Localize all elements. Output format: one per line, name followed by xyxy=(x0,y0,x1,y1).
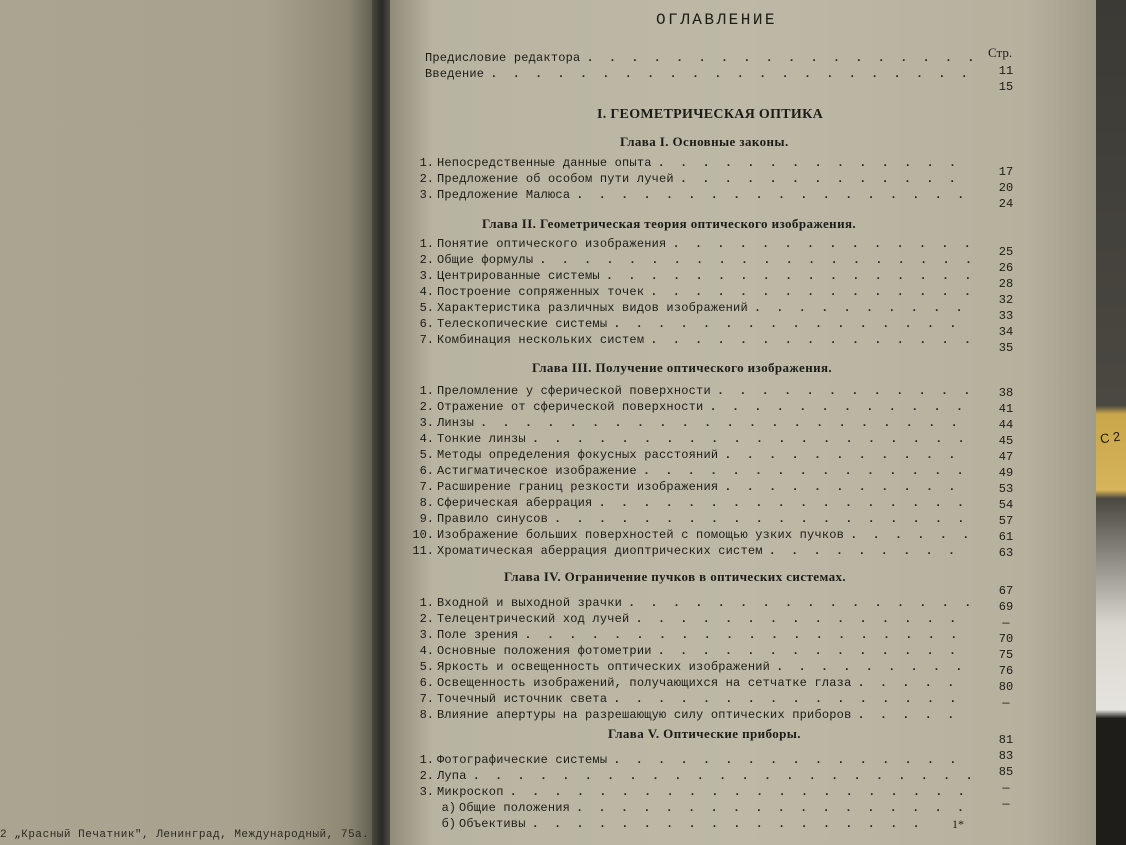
chapter-title: Глава V. Оптические приборы. xyxy=(608,726,801,741)
page-number: 15 xyxy=(998,80,1014,94)
page-number: 57 xyxy=(998,514,1014,528)
page-number: 26 xyxy=(998,261,1014,275)
entry-title: Хроматическая аберрация диоптрических систем xyxy=(437,544,763,558)
leader-dots xyxy=(650,333,972,347)
toc-entry[interactable]: б) Объективы . . . xyxy=(412,817,932,833)
page-number: 53 xyxy=(998,482,1014,496)
entry-title: Яркость и освещенность оптических изображений xyxy=(437,660,771,674)
leader-dots xyxy=(658,156,972,170)
page-number: 76 xyxy=(998,664,1014,678)
page-number: 47 xyxy=(998,450,1014,464)
toc-entry[interactable]: 1. Фотографические системы . . . xyxy=(412,753,972,769)
entry-title: Сферическая аберрация xyxy=(437,496,593,510)
leader-dots xyxy=(490,67,972,81)
toc-entry[interactable]: 10. Изображение больших поверхностей с помощью узких пучков . . . xyxy=(412,528,972,544)
leader-dots xyxy=(769,544,972,558)
entry-title: Общие формулы xyxy=(437,253,534,267)
entry-title: Фотографические системы xyxy=(437,753,608,767)
page-number: 61 xyxy=(998,530,1014,544)
toc-entry[interactable]: а) Общие положения . . . xyxy=(412,801,972,817)
chapter-title: Глава III. Получение оптического изображения. xyxy=(532,360,833,375)
toc-entry[interactable]: 3. Центрированные системы . . . xyxy=(412,269,972,285)
page-number: 41 xyxy=(998,402,1014,416)
page-number: 25 xyxy=(998,245,1014,259)
page-number: — xyxy=(1002,616,1010,630)
toc-heading: ОГЛАВЛЕНИЕ xyxy=(656,11,778,29)
entry-title: Телескопические системы xyxy=(437,317,608,331)
page-number: — xyxy=(1002,781,1010,795)
entry-title: Поле зрения xyxy=(437,628,519,642)
leader-dots xyxy=(709,400,972,414)
toc-entry[interactable]: 11. Хроматическая аберрация диоптрических систем . . . xyxy=(412,544,972,560)
leader-dots xyxy=(724,448,972,462)
leader-dots xyxy=(635,612,972,626)
leader-dots xyxy=(850,528,972,542)
entry-title: Освещенность изображений, получающихся на сетчатке глаза xyxy=(437,676,852,690)
leader-dots xyxy=(524,628,972,642)
toc-entry-introduction[interactable] xyxy=(400,67,972,83)
toc-entry[interactable]: 5. Характеристика различных видов изображений . . . xyxy=(412,301,972,317)
page-number: 85 xyxy=(998,765,1014,779)
entry-title: Отражение от сферической поверхности xyxy=(437,400,704,414)
leader-dots xyxy=(613,753,972,767)
toc-entry[interactable]: 2. Общие формулы . . . xyxy=(412,253,972,269)
leader-dots xyxy=(598,496,972,510)
entry-title: Непосредственные данные опыта xyxy=(437,156,652,170)
leader-dots xyxy=(613,317,972,331)
toc-entry[interactable]: 2. Отражение от сферической поверхности . . . xyxy=(412,400,972,416)
page-number: 67 xyxy=(998,584,1014,598)
entry-title: Изображение больших поверхностей с помощью узких пучков xyxy=(437,528,845,542)
leader-dots xyxy=(658,644,972,658)
page-number: 24 xyxy=(998,197,1014,211)
page-number: 38 xyxy=(998,386,1014,400)
page-number: 83 xyxy=(998,749,1014,763)
leader-dots xyxy=(473,769,972,783)
page-number: 63 xyxy=(998,546,1014,560)
page-number: 80 xyxy=(998,680,1014,694)
page-number: 20 xyxy=(998,181,1014,195)
toc-entry[interactable]: 4. Построение сопряженных точек . . . xyxy=(412,285,972,301)
toc-entry[interactable]: 1. Непосредственные данные опыта . . . xyxy=(412,156,972,172)
leader-dots xyxy=(613,692,972,706)
leader-dots xyxy=(724,480,972,494)
entry-title: Линзы xyxy=(437,416,475,430)
toc-entry[interactable]: 1. Преломление у сферической поверхности . . . xyxy=(412,384,972,400)
toc-entry[interactable]: 3. Предложение Малюса . . . xyxy=(412,188,972,204)
leader-dots xyxy=(576,801,972,815)
entry-title: Лупа xyxy=(437,769,467,783)
entry-title: Характеристика различных видов изображений xyxy=(437,301,748,315)
page-number: 70 xyxy=(998,632,1014,646)
page-number: 34 xyxy=(998,325,1014,339)
page-number: 81 xyxy=(998,733,1014,747)
leader-dots xyxy=(586,51,972,65)
toc-entry[interactable]: 4. Основные положения фотометрии . . . xyxy=(412,644,972,660)
leader-dots xyxy=(650,285,972,299)
chapter-title: Глава II. Геометрическая теория оптического изображения. xyxy=(482,216,857,231)
leader-dots xyxy=(857,708,972,722)
entry-title: Астигматическое изображение xyxy=(437,464,637,478)
toc-entry[interactable]: 6. Телескопические системы . . . xyxy=(412,317,972,333)
leader-dots xyxy=(754,301,972,315)
entry-title: Объективы xyxy=(459,817,526,831)
leader-dots xyxy=(554,512,972,526)
entry-title: Микроскоп xyxy=(437,785,504,799)
toc-entry[interactable]: 3. Поле зрения . . . xyxy=(412,628,972,644)
leader-dots xyxy=(532,817,932,831)
signature-mark: 1* xyxy=(952,817,964,831)
leader-dots xyxy=(510,785,972,799)
page-number: 11 xyxy=(998,64,1014,78)
entry-title: Основные положения фотометрии xyxy=(437,644,652,658)
leader-dots xyxy=(672,237,972,251)
toc-entry[interactable]: 2. Лупа . . . xyxy=(412,769,972,785)
entry-title: Общие положения xyxy=(459,801,571,815)
toc-entry[interactable]: 7. Точечный источник света . . . xyxy=(412,692,972,708)
page-number: 35 xyxy=(998,341,1014,355)
page-number: 54 xyxy=(998,498,1014,512)
page-number: 33 xyxy=(998,309,1014,323)
entry-title: Тонкие линзы xyxy=(437,432,526,446)
page-number: 17 xyxy=(998,165,1014,179)
toc-entry[interactable]: 5. Яркость и освещенность оптических изображений . . . xyxy=(412,660,972,676)
entry-title: Расширение границ резкости изображения xyxy=(437,480,719,494)
leader-dots xyxy=(680,172,972,186)
ruler-label: С 2 xyxy=(1099,428,1122,447)
entry-title: Телецентрический ход лучей xyxy=(437,612,630,626)
toc-entry[interactable]: 2. Предложение об особом пути лучей . . . xyxy=(412,172,972,188)
imprint-footer: 2 „Красный Печатник", Ленинград, Международный, 75а. xyxy=(0,829,370,841)
leader-dots xyxy=(480,416,972,430)
toc-entry[interactable]: 8. Сферическая аберрация . . . xyxy=(412,496,972,512)
toc-entry-foreword[interactable] xyxy=(400,51,972,67)
entry-title: Входной и выходной зрачки xyxy=(437,596,623,610)
leader-dots xyxy=(643,464,972,478)
entry-title: Правило синусов xyxy=(437,512,549,526)
leader-dots xyxy=(857,676,972,690)
toc-entry[interactable]: 1. Понятие оптического изображения . . . xyxy=(412,237,972,253)
page-number: — xyxy=(1002,696,1010,710)
chapter-title: Глава IV. Ограничение пучков в оптических системах. xyxy=(504,569,847,584)
toc-entry[interactable]: 3. Микроскоп . . . xyxy=(412,785,972,801)
page-number: 75 xyxy=(998,648,1014,662)
leader-dots xyxy=(576,188,972,202)
entry-title: Методы определения фокусных расстояний xyxy=(437,448,719,462)
leader-dots xyxy=(532,432,972,446)
entry-title: Введение xyxy=(425,67,485,81)
page-number: 44 xyxy=(998,418,1014,432)
page-number: 28 xyxy=(998,277,1014,291)
toc-entry[interactable]: 2. Телецентрический ход лучей . . . xyxy=(412,612,972,628)
page-number: 69 xyxy=(998,600,1014,614)
leader-dots xyxy=(606,269,972,283)
page-number: — xyxy=(1002,797,1010,811)
entry-title: Предисловие редактора xyxy=(425,51,581,65)
part-title: I. ГЕОМЕТРИЧЕСКАЯ ОПТИКА xyxy=(597,107,823,122)
toc-entry[interactable]: 1. Входной и выходной зрачки . . . xyxy=(412,596,972,612)
leader-dots xyxy=(776,660,972,674)
leader-dots xyxy=(539,253,972,267)
toc-entry[interactable]: 3. Линзы . . . xyxy=(412,416,972,432)
entry-title: Понятие оптического изображения xyxy=(437,237,667,251)
entry-title: Влияние апертуры на разрешающую силу оптических приборов xyxy=(437,708,852,722)
toc-entry[interactable]: 6. Астигматическое изображение . . . xyxy=(412,464,972,480)
toc-entry[interactable]: 7. Расширение границ резкости изображения . . . xyxy=(412,480,972,496)
toc-entry[interactable]: 4. Тонкие линзы . . . xyxy=(412,432,972,448)
chapter-title: Глава I. Основные законы. xyxy=(620,134,789,149)
entry-title: Предложение об особом пути лучей xyxy=(437,172,674,186)
entry-title: Центрированные системы xyxy=(437,269,600,283)
leader-dots xyxy=(628,596,972,610)
page-number: 45 xyxy=(998,434,1014,448)
toc-entry[interactable]: 9. Правило синусов . . . xyxy=(412,512,972,528)
entry-title: Преломление у сферической поверхности xyxy=(437,384,711,398)
entry-title: Комбинация нескольких систем xyxy=(437,333,645,347)
leader-dots xyxy=(717,384,972,398)
page-number: 32 xyxy=(998,293,1014,307)
entry-title: Точечный источник света xyxy=(437,692,608,706)
entry-title: Построение сопряженных точек xyxy=(437,285,645,299)
page-number: 49 xyxy=(998,466,1014,480)
toc-entry[interactable]: 6. Освещенность изображений, получающихся на сетчатке глаза . . . xyxy=(412,676,972,692)
toc-entry[interactable]: 8. Влияние апертуры на разрешающую силу оптических приборов . . . xyxy=(412,708,972,724)
entry-title: Предложение Малюса xyxy=(437,188,571,202)
toc-entry[interactable]: 7. Комбинация нескольких систем . . . xyxy=(412,333,972,349)
page-column-label: Стр. xyxy=(988,45,1013,60)
toc-entry[interactable]: 5. Методы определения фокусных расстояний . . . xyxy=(412,448,972,464)
